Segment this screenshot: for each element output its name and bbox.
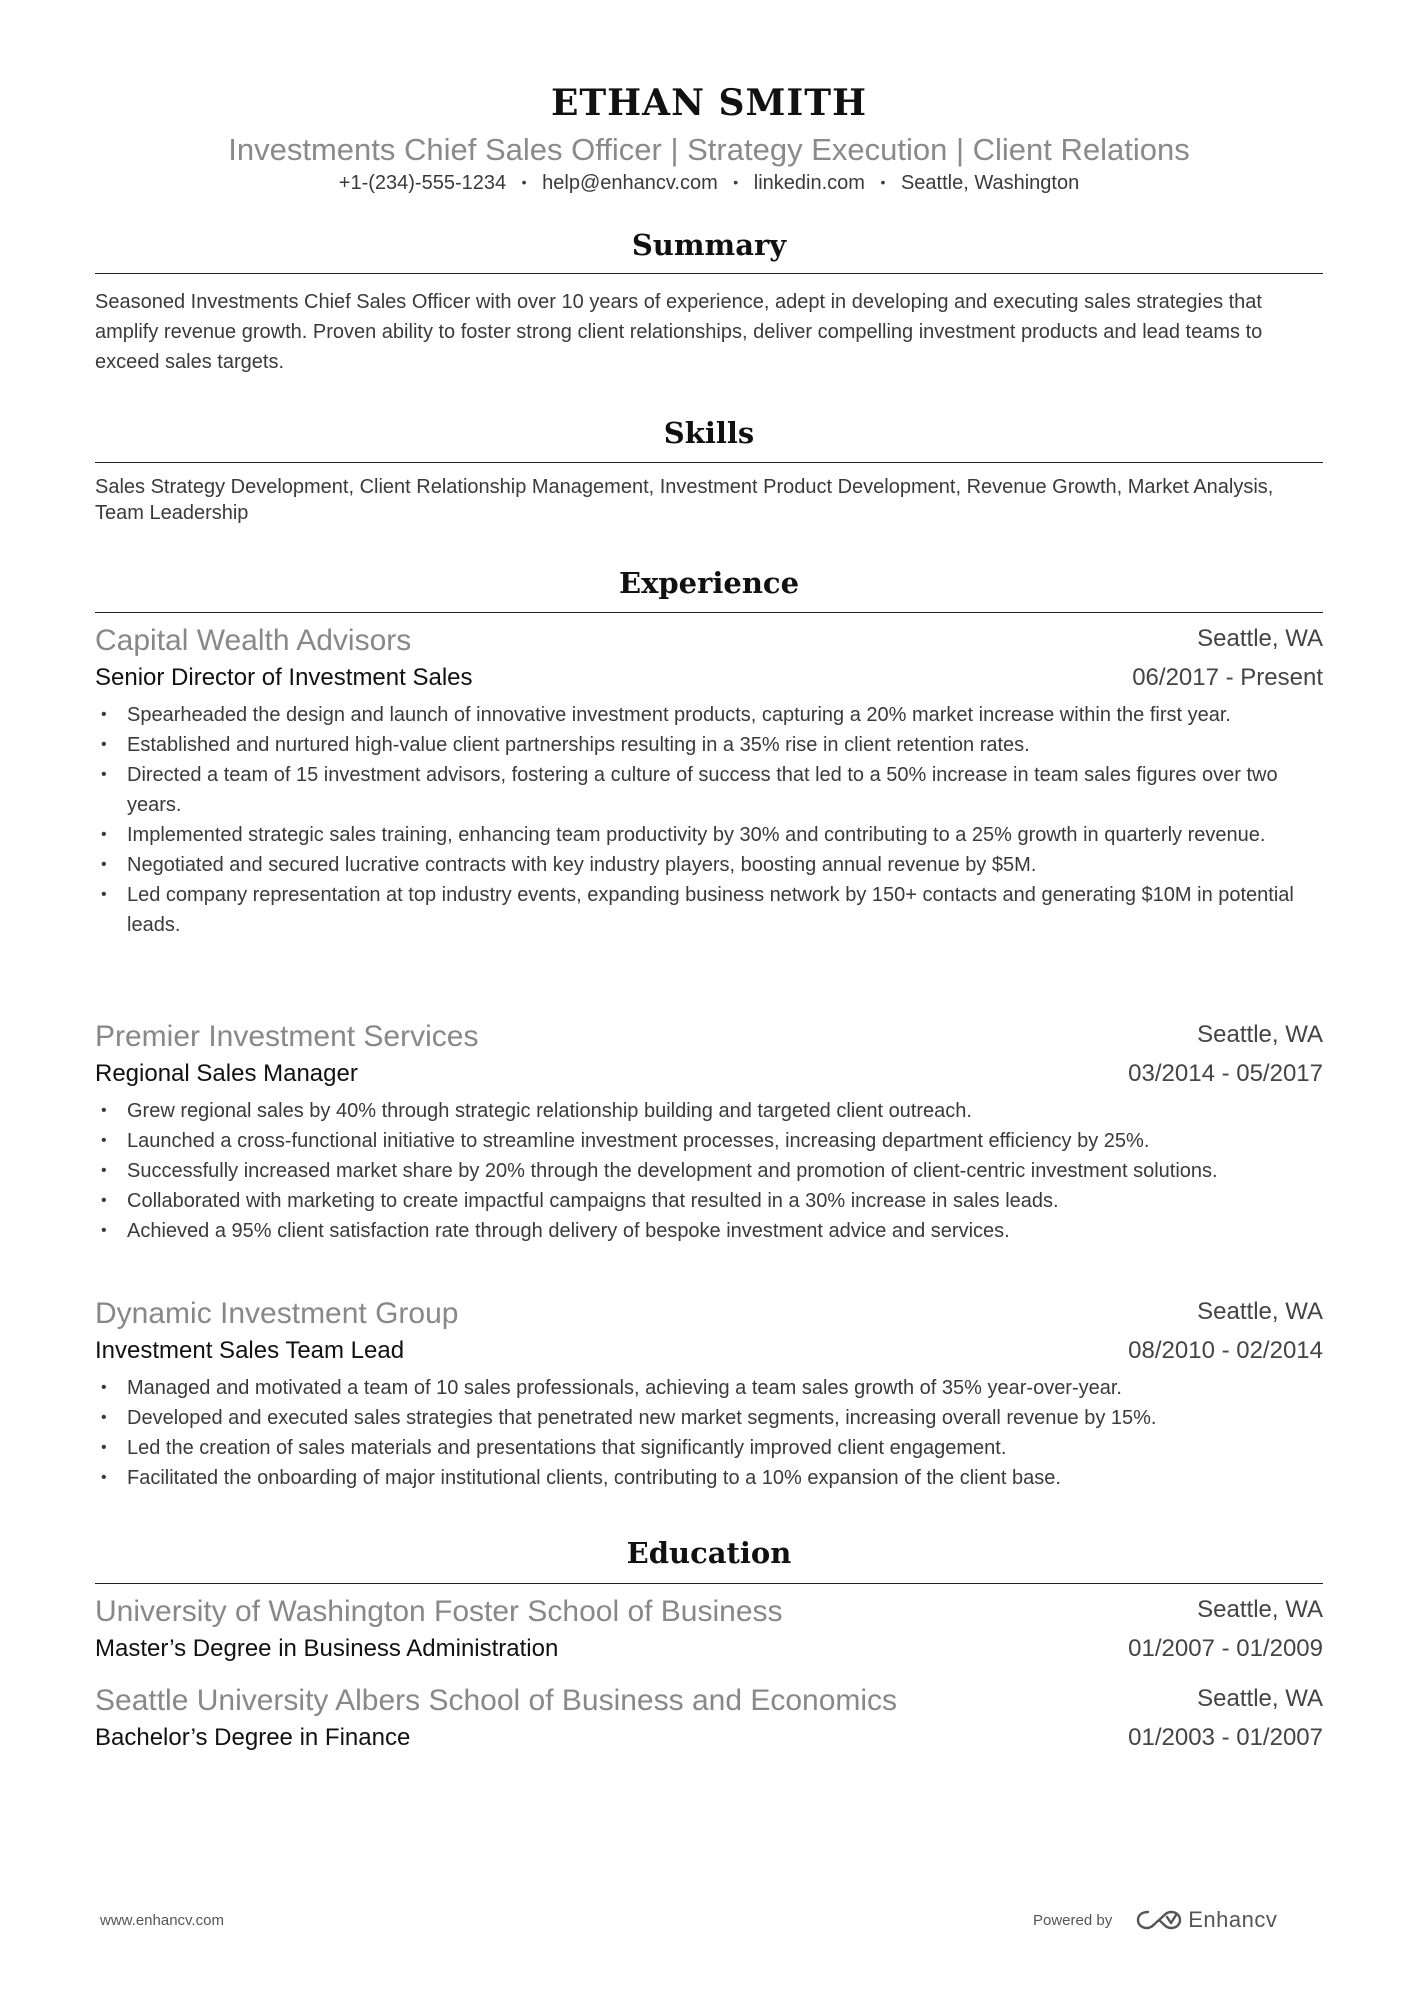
- contact-linkedin[interactable]: linkedin.com: [753, 172, 865, 194]
- school-degree: Master’s Degree in Business Administration: [95, 1635, 559, 1662]
- section-divider: [95, 1583, 1323, 1584]
- job-bullet: • Achieved a 95% client satisfaction rate through delivery of bespoke investment advice and services.: [95, 1216, 1323, 1246]
- candidate-headline: Investments Chief Sales Officer | Strategy Execution | Client Relations: [228, 132, 1190, 167]
- job-bullet: • Launched a cross-functional initiative to streamline investment processes, increasing department efficiency by 25%.: [95, 1126, 1323, 1156]
- job-bullet: • Led the creation of sales materials and presentations that significantly improved client engagement.: [95, 1433, 1323, 1463]
- job-role: Senior Director of Investment Sales: [95, 664, 473, 691]
- skills-section-title: Skills: [663, 416, 755, 450]
- school-name: Seattle University Albers School of Business and Economics: [95, 1684, 898, 1717]
- footer-branding: [1033, 1906, 1277, 1934]
- job-dates: 08/2010 - 02/2014: [1128, 1337, 1323, 1364]
- job-role: Regional Sales Manager: [95, 1060, 358, 1087]
- job-bullet: • Directed a team of 15 investment advisors, fostering a culture of success that led to a 50% increase in team sales figures over two years.: [95, 760, 1323, 820]
- section-divider: [95, 462, 1323, 463]
- skills-text: Sales Strategy Development, Client Relationship Management, Investment Product Development, Revenue Growth, Market Analysis, Team Leadership: [95, 476, 1274, 524]
- job-company: Dynamic Investment Group: [95, 1297, 459, 1330]
- job-dates: 06/2017 - Present: [1132, 664, 1323, 691]
- enhancv-logo[interactable]: [1136, 1907, 1277, 1933]
- job-dates: 03/2014 - 05/2017: [1128, 1060, 1323, 1087]
- contact-email[interactable]: help@enhancv.com: [542, 172, 718, 194]
- job-location: Seattle, WA: [1197, 625, 1323, 652]
- job-bullet: • Developed and executed sales strategies that penetrated new market segments, increasing overall revenue by 15%.: [95, 1403, 1323, 1433]
- separator-dot: •: [521, 174, 527, 190]
- contact-location: Seattle, Washington: [900, 172, 1080, 194]
- job-location: Seattle, WA: [1197, 1298, 1323, 1325]
- enhancv-logo-text: Enhancv: [1188, 1907, 1278, 1932]
- job-bullet: • Managed and motivated a team of 10 sales professionals, achieving a team sales growth of 35% year-over-year.: [95, 1373, 1323, 1403]
- job-bullet: • Led company representation at top industry events, expanding business network by 150+ contacts and generating $10M in potential leads.: [95, 880, 1323, 940]
- job-company: Premier Investment Services: [95, 1020, 479, 1053]
- powered-by-label: Powered by: [1033, 1911, 1113, 1929]
- experience-section-title: Experience: [618, 566, 800, 600]
- school-location: Seattle, WA: [1197, 1685, 1323, 1712]
- enhancv-logo-icon: [1136, 1908, 1182, 1932]
- job-bullet: • Successfully increased market share by 20% through the development and promotion of client-centric investment solutions.: [95, 1156, 1323, 1186]
- contact-phone[interactable]: +1-(234)-555-1234: [338, 172, 507, 194]
- summary-section-title: Summary: [631, 228, 787, 262]
- separator-dot: •: [880, 174, 886, 190]
- job-role: Investment Sales Team Lead: [95, 1337, 405, 1364]
- job-bullet: • Established and nurtured high-value client partnerships resulting in a 35% rise in client retention rates.: [95, 730, 1323, 760]
- job-bullets: [95, 1373, 1323, 1493]
- section-divider: [95, 273, 1323, 274]
- job-bullet: • Grew regional sales by 40% through strategic relationship building and targeted client outreach.: [95, 1096, 1323, 1126]
- education-section-title: Education: [626, 1536, 792, 1570]
- job-bullet: • Collaborated with marketing to create impactful campaigns that resulted in a 30% increase in sales leads.: [95, 1186, 1323, 1216]
- school-dates: 01/2003 - 01/2007: [1128, 1724, 1323, 1751]
- job-location: Seattle, WA: [1197, 1021, 1323, 1048]
- job-bullets: [95, 700, 1323, 940]
- section-divider: [95, 612, 1323, 613]
- summary-text: Seasoned Investments Chief Sales Officer with over 10 years of experience, adept in developing and executing sales strategies that amplify revenue growth. Proven ability to foster strong client relationships, deliver compelling investment products and lead teams to exceed sales targets.: [95, 291, 1263, 373]
- job-bullet: • Facilitated the onboarding of major institutional clients, contributing to a 10% expansion of the client base.: [95, 1463, 1323, 1493]
- job-bullet: • Spearheaded the design and launch of innovative investment products, capturing a 20% market increase within the first year.: [95, 700, 1323, 730]
- job-bullet: • Negotiated and secured lucrative contracts with key industry players, boosting annual revenue by $5M.: [95, 850, 1323, 880]
- job-company: Capital Wealth Advisors: [95, 624, 412, 657]
- school-name: University of Washington Foster School of Business: [95, 1595, 783, 1628]
- school-degree: Bachelor’s Degree in Finance: [95, 1724, 411, 1751]
- school-dates: 01/2007 - 01/2009: [1128, 1635, 1323, 1662]
- school-location: Seattle, WA: [1197, 1596, 1323, 1623]
- candidate-name: ETHAN SMITH: [550, 82, 868, 124]
- separator-dot: •: [733, 174, 739, 190]
- job-bullets: [95, 1096, 1323, 1246]
- job-bullet: • Implemented strategic sales training, enhancing team productivity by 30% and contributing to a 25% growth in quarterly revenue.: [95, 820, 1323, 850]
- footer-website-link[interactable]: www.enhancv.com: [100, 1912, 224, 1929]
- contact-line: [95, 172, 1323, 195]
